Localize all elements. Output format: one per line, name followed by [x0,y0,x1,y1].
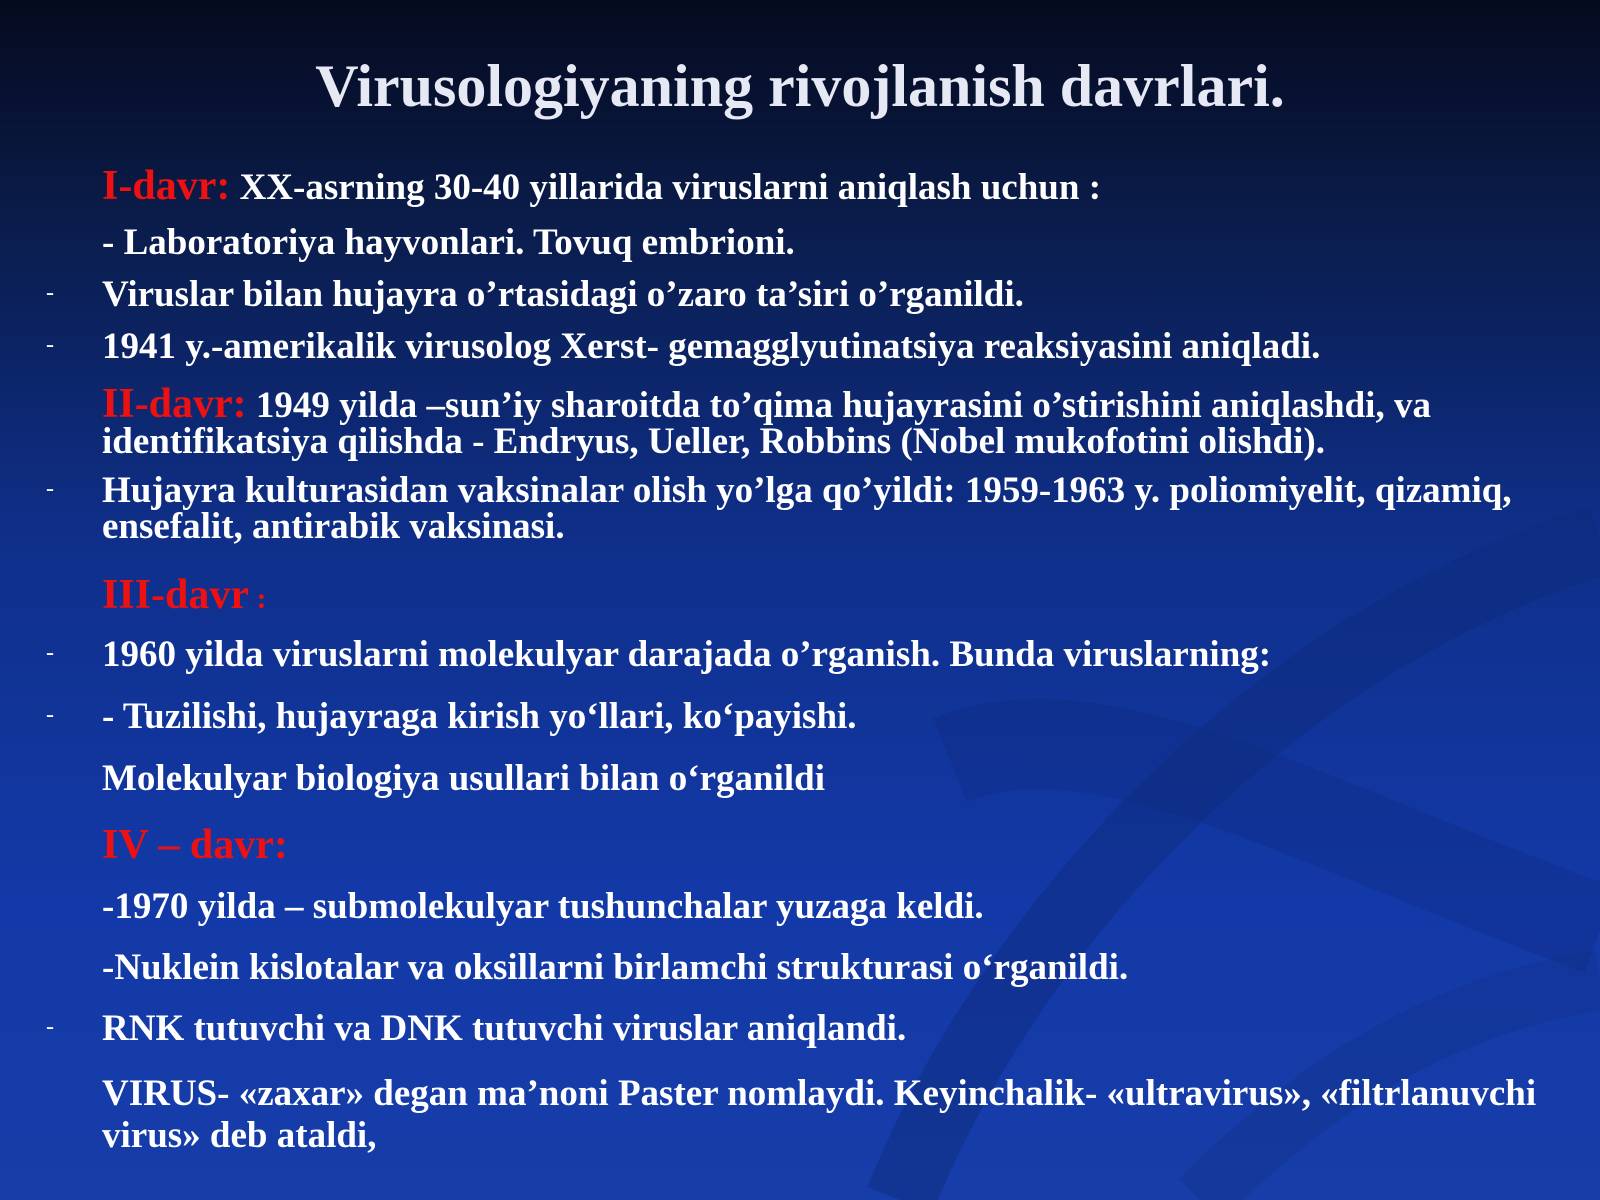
list-item: Molekulyar biologiya usullari bilan o‘rganildi [102,758,825,799]
period-1-label: I-davr: [102,163,231,209]
bullet-dash: - [46,476,54,502]
list-item: Hujayra kulturasidan vaksinalar olish yo’lga qo’yildi: 1959-1963 y. poliomiyelit, qizamiq, ensefalit, antirabik vaksinasi. [102,470,1512,547]
list-item: - Laboratoriya hayvonlari. Tovuq embrioni. [102,222,795,263]
period-4-label: IV – davr: [102,822,288,868]
list-item: VIRUS- «zaxar» degan ma’noni Paster nomlaydi. Keyinchalik- «ultravirus», «filtrlanuvchi virus» deb ataldi, [102,1073,1537,1156]
list-item: 1960 yilda viruslarni molekulyar darajada o’rganish. Bunda viruslarning: [102,634,1272,675]
period-2-text: 1949 yilda –sun’iy sharoitda to’qima hujayrasini o’stirishini aniqlashdi, va identifikatsiya qilishda - Endryus, Ueller, Robbins (Nobel mukofotini olishdi). [102,385,1431,462]
list-item: 1941 y.-amerikalik virusolog Xerst- gemagglyutinatsiya reaksiyasini aniqladi. [102,326,1321,367]
period-1-text: XX-asrning 30-40 yillarida viruslarni aniqlash uchun : [239,167,1102,208]
bullet-dash: - [46,280,54,306]
list-item: -Nuklein kislotalar va oksillarni birlamchi strukturasi o‘rganildi. [102,947,1129,988]
bullet-dash: - [46,1014,54,1040]
bullet-dash: - [46,640,54,666]
period-3-heading [102,572,1560,618]
period-3-colon: : [249,582,267,615]
list-item: - Tuzilishi, hujayraga kirish yo‘llari, ko‘payishi. [102,696,857,737]
period-1-heading [102,163,1560,209]
period-2-label: II-davr: [102,381,247,427]
list-item: -1970 yilda – submolekulyar tushunchalar yuzaga keldi. [102,886,984,927]
period-4-heading [102,822,1560,868]
list-item: RNK tutuvchi va DNK tutuvchi viruslar aniqlandi. [102,1008,907,1049]
slide-title: Virusologiyaning rivojlanish davrlari. [315,53,1285,119]
list-item: Viruslar bilan hujayra o’rtasidagi o’zaro ta’siri o’rganildi. [102,274,1024,315]
bullet-dash: - [46,702,54,728]
period-3-label: III-davr [102,572,250,618]
period-2-heading [102,381,1560,462]
bullet-dash: - [46,332,54,358]
